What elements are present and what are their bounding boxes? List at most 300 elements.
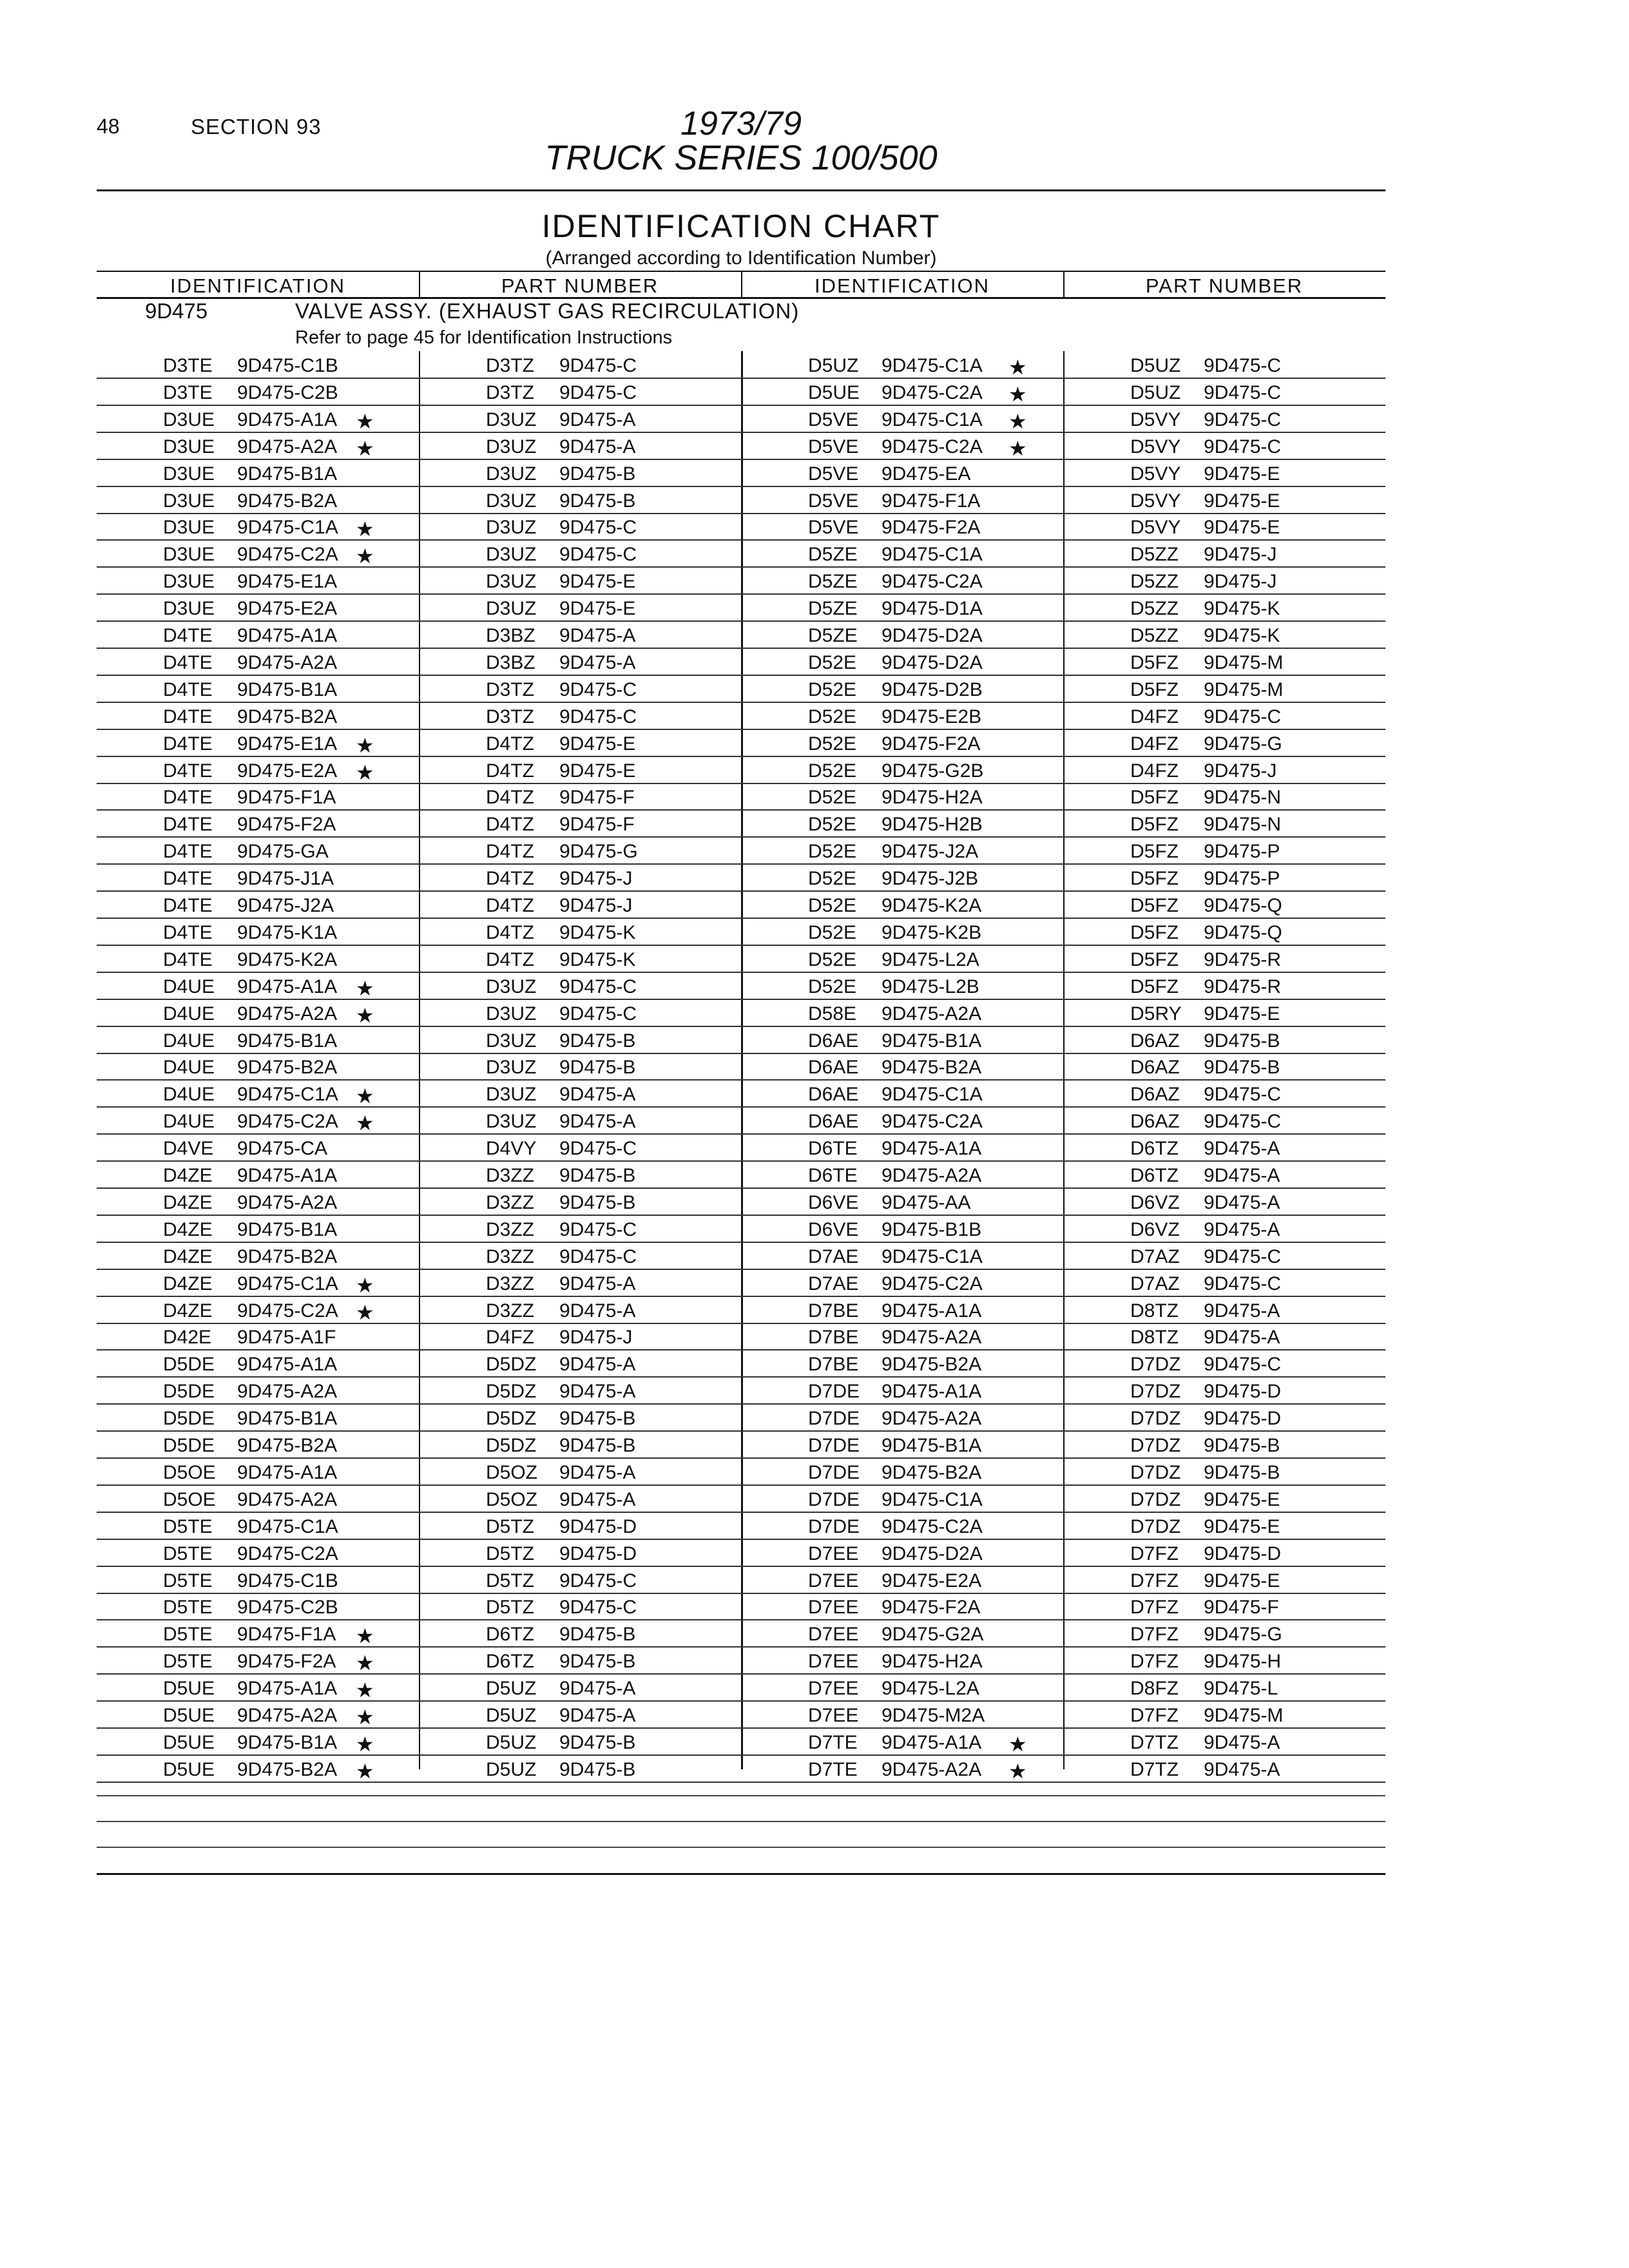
cell-id1b: 9D475-J1A: [237, 868, 334, 890]
cell-id2: D5ZE: [808, 598, 858, 620]
cell-p2b: 9D475-E: [1204, 490, 1280, 512]
star-icon: ★: [356, 1706, 374, 1729]
cell-p2b: 9D475-B: [1204, 1030, 1280, 1052]
cell-id1: D5TE: [163, 1624, 213, 1646]
cell-p2: D7FZ: [1130, 1624, 1179, 1646]
cell-p2: D7FZ: [1130, 1705, 1179, 1726]
cell-id1: D3UE: [163, 571, 215, 593]
cell-p1b: 9D475-C: [559, 355, 637, 376]
cell-p1b: 9D475-B: [559, 1758, 636, 1780]
cell-id2: D5ZE: [808, 625, 858, 646]
cell-id2b: 9D475-C2A: [882, 1273, 983, 1294]
cell-p2: D6AZ: [1130, 1111, 1180, 1133]
table-row: [97, 783, 1385, 811]
cell-id2: D7EE: [808, 1651, 859, 1673]
cell-id2: D6VE: [808, 1218, 859, 1240]
cell-p2: D7FZ: [1130, 1542, 1179, 1564]
cell-id2: D7DE: [808, 1435, 860, 1456]
column-header-identification-1: IDENTIFICATION: [170, 274, 345, 297]
cell-id2b: 9D475-D2A: [882, 1542, 983, 1564]
cell-p2b: 9D475-A: [1204, 1758, 1280, 1780]
cell-p2: D6TZ: [1130, 1165, 1179, 1186]
cell-p1: D3UZ: [486, 975, 537, 997]
table-row: [97, 1377, 1385, 1405]
cell-p1b: 9D475-A: [559, 625, 636, 646]
cell-id2: D5VE: [808, 408, 859, 430]
cell-id2: D7DE: [808, 1488, 860, 1510]
cell-p2: D8TZ: [1130, 1327, 1179, 1349]
footer-rule: [97, 1873, 1385, 1875]
cell-p1: D5UZ: [486, 1758, 537, 1780]
cell-id2b: 9D475-D2A: [882, 651, 983, 673]
table-row: [97, 1539, 1385, 1567]
cell-p2b: 9D475-J: [1204, 760, 1277, 782]
cell-p2b: 9D475-D: [1204, 1408, 1282, 1430]
cell-p1: D3ZZ: [486, 1245, 534, 1267]
cell-id1b: 9D475-B1A: [237, 1030, 338, 1052]
cell-id1b: 9D475-B2A: [237, 1245, 338, 1267]
cell-id1b: 9D475-E2A: [237, 760, 338, 782]
cell-id2: D52E: [808, 787, 857, 809]
cell-p2b: 9D475-P: [1204, 868, 1280, 890]
cell-id1: D4TE: [163, 787, 213, 809]
table-row: [97, 405, 1385, 433]
cell-p2: D5VY: [1130, 490, 1181, 512]
cell-p1: D3TZ: [486, 706, 534, 727]
cell-p2b: 9D475-A: [1204, 1731, 1280, 1753]
cell-id2: D52E: [808, 814, 857, 836]
table-row: [97, 513, 1385, 541]
star-icon: ★: [356, 1624, 374, 1648]
cell-p1: D5OZ: [486, 1488, 538, 1510]
cell-id1: D3UE: [163, 408, 215, 430]
cell-p1b: 9D475-A: [559, 1354, 636, 1376]
cell-id2b: 9D475-C1A: [882, 544, 983, 566]
cell-id2b: 9D475-K2A: [882, 895, 982, 916]
cell-p1b: 9D475-B: [559, 1651, 636, 1673]
cell-p2: D7DZ: [1130, 1408, 1181, 1430]
cell-p1: D3TZ: [486, 381, 534, 403]
cell-p2b: 9D475-C: [1204, 1273, 1282, 1294]
cell-id1b: 9D475-A2A: [237, 1705, 338, 1726]
cell-p2: D7TZ: [1130, 1731, 1179, 1753]
cell-id1: D5DE: [163, 1435, 215, 1456]
cell-id1b: 9D475-A1A: [237, 975, 338, 997]
star-icon: ★: [356, 1111, 374, 1135]
table-row: [97, 1755, 1385, 1783]
cell-id2: D52E: [808, 921, 857, 943]
cell-p2: D5VY: [1130, 517, 1181, 539]
cell-p2: D5FZ: [1130, 868, 1179, 890]
table-row: [97, 1026, 1385, 1054]
cell-p2: D5FZ: [1130, 921, 1179, 943]
cell-p2b: 9D475-M: [1204, 678, 1284, 700]
cell-id2: D7EE: [808, 1542, 859, 1564]
cell-id1: D42E: [163, 1327, 212, 1349]
cell-p1: D5TZ: [486, 1570, 534, 1591]
cell-p1b: 9D475-B: [559, 1057, 636, 1079]
cell-id1b: 9D475-F2A: [237, 814, 336, 836]
cell-p1b: 9D475-C: [559, 517, 637, 539]
cell-p2b: 9D475-G: [1204, 1624, 1282, 1646]
cell-id2: D7BE: [808, 1300, 859, 1321]
cell-p2b: 9D475-F: [1204, 1597, 1279, 1619]
cell-p2b: 9D475-A: [1204, 1138, 1280, 1160]
cell-p2: D6AZ: [1130, 1057, 1180, 1079]
star-icon: ★: [356, 1300, 374, 1324]
star-icon: ★: [356, 1678, 374, 1702]
cell-p1: D3UZ: [486, 571, 537, 593]
cell-p2: D7DZ: [1130, 1354, 1181, 1376]
cell-p2: D7TZ: [1130, 1758, 1179, 1780]
table-row: [97, 918, 1385, 946]
cell-id1: D3UE: [163, 490, 215, 512]
cell-p1b: 9D475-F: [559, 814, 635, 836]
cell-id2b: 9D475-C1A: [882, 408, 983, 430]
cell-id2: D7EE: [808, 1624, 859, 1646]
cell-id2b: 9D475-C2A: [882, 436, 983, 457]
cell-id2b: 9D475-F2A: [882, 517, 981, 539]
cell-id1: D4ZE: [163, 1191, 213, 1213]
cell-p2: D5UZ: [1130, 381, 1181, 403]
cell-p2: D8FZ: [1130, 1678, 1179, 1700]
cell-p1b: 9D475-E: [559, 598, 636, 620]
star-icon: ★: [1008, 1759, 1027, 1783]
star-icon: ★: [1008, 356, 1027, 379]
cell-id1b: 9D475-C1B: [237, 1570, 338, 1591]
cell-id2: D7DE: [808, 1408, 860, 1430]
cell-id1b: 9D475-GA: [237, 841, 329, 863]
cell-p1b: 9D475-A: [559, 1488, 636, 1510]
cell-id1: D4TE: [163, 841, 213, 863]
cell-id1b: 9D475-A1A: [237, 1354, 338, 1376]
cell-id1b: 9D475-C2A: [237, 544, 338, 566]
cell-p2b: 9D475-B: [1204, 1435, 1280, 1456]
cell-p2: D5VY: [1130, 436, 1181, 457]
cell-p1: D3ZZ: [486, 1300, 534, 1321]
table-row: [97, 432, 1385, 460]
star-icon: ★: [356, 544, 374, 568]
cell-id2b: 9D475-L2A: [882, 948, 979, 970]
cell-p1b: 9D475-B: [559, 1165, 636, 1186]
cell-id2b: 9D475-C1A: [882, 1245, 983, 1267]
cell-id2b: 9D475-A2A: [882, 1003, 982, 1024]
cell-p2b: 9D475-D: [1204, 1542, 1282, 1564]
column-divider-3: [1063, 271, 1065, 299]
cell-id2b: 9D475-F2A: [882, 733, 981, 754]
cell-p1b: 9D475-C: [559, 678, 637, 700]
cell-p1: D3ZZ: [486, 1165, 534, 1186]
cell-p1: D6TZ: [486, 1624, 534, 1646]
cell-id2b: 9D475-C1A: [882, 1084, 983, 1106]
cell-id2: D7DE: [808, 1515, 860, 1537]
cell-p1: D5UZ: [486, 1678, 537, 1700]
cell-id2: D52E: [808, 975, 857, 997]
cell-id1: D3UE: [163, 463, 215, 485]
cell-p2: D7DZ: [1130, 1515, 1181, 1537]
cell-p2b: 9D475-A: [1204, 1165, 1280, 1186]
cell-p2: D7DZ: [1130, 1381, 1181, 1403]
table-row: [97, 1566, 1385, 1594]
cell-id1b: 9D475-K2A: [237, 948, 338, 970]
table-row: [97, 648, 1385, 676]
cell-p1b: 9D475-B: [559, 1731, 636, 1753]
cell-id1: D4VE: [163, 1138, 214, 1160]
cell-id1: D3TE: [163, 381, 213, 403]
cell-p2b: 9D475-A: [1204, 1327, 1280, 1349]
cell-p1: D4TZ: [486, 814, 534, 836]
cell-p2: D6VZ: [1130, 1191, 1180, 1213]
section-code: 9D475: [145, 299, 208, 323]
cell-p2b: 9D475-E: [1204, 1003, 1280, 1024]
cell-p2b: 9D475-A: [1204, 1218, 1280, 1240]
cell-p1b: 9D475-B: [559, 1191, 636, 1213]
cell-id2b: 9D475-A1A: [882, 1300, 982, 1321]
cell-p1b: 9D475-A: [559, 1381, 636, 1403]
cell-p2: D5UZ: [1130, 355, 1181, 376]
cell-id1: D5DE: [163, 1354, 215, 1376]
star-icon: ★: [356, 1759, 374, 1783]
cell-id1b: 9D475-A1A: [237, 1165, 338, 1186]
cell-id2: D52E: [808, 651, 857, 673]
cell-p2: D6AZ: [1130, 1084, 1180, 1106]
cell-p2b: 9D475-J: [1204, 571, 1277, 593]
cell-id1: D5OE: [163, 1488, 216, 1510]
cell-p1: D4TZ: [486, 733, 534, 754]
cell-id1b: 9D475-C2A: [237, 1300, 338, 1321]
cell-id2b: 9D475-A2A: [882, 1408, 982, 1430]
cell-p2b: 9D475-C: [1204, 1111, 1282, 1133]
cell-id1: D5DE: [163, 1381, 215, 1403]
cell-id2b: 9D475-A1A: [882, 1381, 982, 1403]
cell-p2: D6TZ: [1130, 1138, 1179, 1160]
cell-id1b: 9D475-B1A: [237, 1408, 338, 1430]
cell-p2b: 9D475-B: [1204, 1461, 1280, 1483]
cell-p2b: 9D475-C: [1204, 1354, 1282, 1376]
cell-id2: D6AE: [808, 1057, 859, 1079]
cell-p2: D7DZ: [1130, 1435, 1181, 1456]
cell-id1b: 9D475-E1A: [237, 733, 338, 754]
cell-id2: D6AE: [808, 1111, 859, 1133]
cell-p2b: 9D475-H: [1204, 1651, 1282, 1673]
cell-id2: D7TE: [808, 1758, 858, 1780]
cell-p1b: 9D475-D: [559, 1515, 637, 1537]
cell-id1: D5TE: [163, 1515, 213, 1537]
section-description: VALVE ASSY. (EXHAUST GAS RECIRCULATION): [295, 299, 800, 323]
cell-p1: D3ZZ: [486, 1191, 534, 1213]
star-icon: ★: [1008, 1732, 1027, 1756]
cell-id1: D4TE: [163, 868, 213, 890]
cell-p1: D3UZ: [486, 463, 537, 485]
cell-p2: D5ZZ: [1130, 625, 1179, 646]
cell-id1b: 9D475-C1A: [237, 1273, 338, 1294]
cell-id1b: 9D475-CA: [237, 1138, 328, 1160]
cell-id1: D5UE: [163, 1705, 215, 1726]
table-row: [97, 675, 1385, 703]
cell-id1b: 9D475-A2A: [237, 1381, 338, 1403]
cell-p2: D5FZ: [1130, 787, 1179, 809]
table-row: [97, 810, 1385, 838]
star-icon: ★: [356, 1273, 374, 1297]
cell-p1b: 9D475-C: [559, 1570, 637, 1591]
cell-p1b: 9D475-F: [559, 787, 635, 809]
cell-id1b: 9D475-F1A: [237, 787, 336, 809]
cell-id2b: 9D475-J2B: [882, 868, 979, 890]
cell-id1b: 9D475-C1B: [237, 355, 338, 376]
table-row: [97, 864, 1385, 892]
cell-id2: D7EE: [808, 1570, 859, 1591]
cell-id1b: 9D475-E2A: [237, 598, 338, 620]
cell-p1: D5UZ: [486, 1705, 537, 1726]
cell-id2: D7DE: [808, 1461, 860, 1483]
cell-id1: D5TE: [163, 1542, 213, 1564]
cell-p2b: 9D475-E: [1204, 517, 1280, 539]
cell-id1: D4UE: [163, 1057, 215, 1079]
cell-p2: D5FZ: [1130, 651, 1179, 673]
cell-id2b: 9D475-C2A: [882, 1515, 983, 1537]
cell-p2b: 9D475-C: [1204, 381, 1282, 403]
page-number: 48: [97, 115, 120, 138]
cell-id2: D5UZ: [808, 355, 859, 376]
series-title: TRUCK SERIES 100/500: [545, 139, 938, 177]
cell-p2: D7DZ: [1130, 1461, 1181, 1483]
table-row: [97, 1269, 1385, 1297]
cell-id2b: 9D475-E2B: [882, 706, 982, 727]
cell-p2b: 9D475-Q: [1204, 895, 1282, 916]
cell-p1b: 9D475-E: [559, 571, 636, 593]
star-icon: ★: [356, 1084, 374, 1108]
cell-p1: D3BZ: [486, 651, 535, 673]
cell-id2: D5ZE: [808, 544, 858, 566]
cell-id2b: 9D475-D2A: [882, 625, 983, 646]
cell-id1b: 9D475-B2A: [237, 1057, 338, 1079]
cell-id2b: 9D475-EA: [882, 463, 971, 485]
cell-id1b: 9D475-B2A: [237, 490, 338, 512]
cell-p2: D5FZ: [1130, 895, 1179, 916]
star-icon: ★: [356, 1732, 374, 1756]
table-row: [97, 540, 1385, 568]
cell-id2: D7DE: [808, 1381, 860, 1403]
cell-id1b: 9D475-A1A: [237, 408, 338, 430]
cell-id1: D4TE: [163, 921, 213, 943]
cell-p2: D7AZ: [1130, 1245, 1180, 1267]
star-icon: ★: [356, 733, 374, 757]
table-row: [97, 945, 1385, 973]
table-row: [97, 1323, 1385, 1350]
cell-p1: D4TZ: [486, 760, 534, 782]
header-rule: [97, 189, 1385, 191]
cell-p1: D4TZ: [486, 787, 534, 809]
cell-id1: D3UE: [163, 598, 215, 620]
table-row: [97, 1593, 1385, 1620]
cell-p1b: 9D475-A: [559, 651, 636, 673]
column-divider-2: [741, 271, 742, 299]
cell-id2b: 9D475-A2A: [882, 1165, 982, 1186]
cell-id2: D52E: [808, 760, 857, 782]
cell-p1: D3UZ: [486, 1084, 537, 1106]
cell-id1: D4UE: [163, 1003, 215, 1024]
cell-p2b: 9D475-M: [1204, 651, 1284, 673]
cell-p1b: 9D475-B: [559, 1435, 636, 1456]
cell-id1b: 9D475-A1A: [237, 625, 338, 646]
table-row: [97, 1215, 1385, 1243]
cell-p1: D4TZ: [486, 868, 534, 890]
cell-id2b: 9D475-F1A: [882, 490, 981, 512]
cell-id2b: 9D475-C1A: [882, 1488, 983, 1510]
cell-id1b: 9D475-E1A: [237, 571, 338, 593]
table-row: [97, 621, 1385, 649]
cell-id1b: 9D475-F1A: [237, 1624, 336, 1646]
cell-id1: D4TE: [163, 760, 213, 782]
cell-p2b: 9D475-C: [1204, 408, 1282, 430]
cell-id1: D5UE: [163, 1758, 215, 1780]
cell-p1b: 9D475-J: [559, 895, 633, 916]
cell-p1: D5TZ: [486, 1597, 534, 1619]
cell-id1: D5UE: [163, 1731, 215, 1753]
cell-id1: D3UE: [163, 517, 215, 539]
table-row: [97, 999, 1385, 1027]
cell-p1b: 9D475-C: [559, 1597, 637, 1619]
cell-p2b: 9D475-K: [1204, 598, 1280, 620]
cell-id2b: 9D475-F2A: [882, 1597, 981, 1619]
table-row: [97, 1431, 1385, 1459]
chart-subtitle: (Arranged according to Identification Number): [545, 247, 937, 269]
cell-id2: D52E: [808, 706, 857, 727]
cell-id2: D52E: [808, 678, 857, 700]
cell-p1: D3UZ: [486, 1111, 537, 1133]
cell-p1: D5TZ: [486, 1515, 534, 1537]
cell-p1: D3UZ: [486, 436, 537, 457]
cell-id2: D5VE: [808, 436, 859, 457]
cell-p1b: 9D475-A: [559, 1678, 636, 1700]
cell-p2b: 9D475-N: [1204, 814, 1282, 836]
cell-id2b: 9D475-B2A: [882, 1354, 982, 1376]
cell-p1: D5DZ: [486, 1408, 537, 1430]
cell-id2b: 9D475-L2A: [882, 1678, 979, 1700]
cell-p2b: 9D475-E: [1204, 1515, 1280, 1537]
cell-p2: D7AZ: [1130, 1273, 1180, 1294]
cell-id1: D4TE: [163, 895, 213, 916]
cell-id2: D52E: [808, 868, 857, 890]
star-icon: ★: [356, 1651, 374, 1675]
cell-id2: D7AE: [808, 1273, 859, 1294]
cell-p2: D5VY: [1130, 463, 1181, 485]
cell-id2: D6AE: [808, 1030, 859, 1052]
cell-id2b: 9D475-L2B: [882, 975, 979, 997]
cell-id1: D5TE: [163, 1651, 213, 1673]
cell-p2b: 9D475-A: [1204, 1300, 1280, 1321]
cell-id1b: 9D475-C1A: [237, 517, 338, 539]
cell-id2b: 9D475-B2A: [882, 1057, 982, 1079]
cell-p1: D4TZ: [486, 921, 534, 943]
cell-id1: D4ZE: [163, 1273, 213, 1294]
cell-p1b: 9D475-C: [559, 1138, 637, 1160]
table-row: [97, 1674, 1385, 1702]
cell-p2b: 9D475-A: [1204, 1191, 1280, 1213]
cell-p1b: 9D475-J: [559, 1327, 633, 1349]
cell-id1: D3TE: [163, 355, 213, 376]
cell-id2b: 9D475-H2A: [882, 787, 983, 809]
cell-id2: D5UE: [808, 381, 860, 403]
table-row: [97, 1485, 1385, 1513]
cell-p1b: 9D475-D: [559, 1542, 637, 1564]
cell-id1b: 9D475-A2A: [237, 436, 338, 457]
cell-id1b: 9D475-C2A: [237, 1542, 338, 1564]
cell-p1: D4TZ: [486, 841, 534, 863]
cell-p2b: 9D475-P: [1204, 841, 1280, 863]
cell-id2b: 9D475-C2A: [882, 381, 983, 403]
cell-p2b: 9D475-L: [1204, 1678, 1278, 1700]
